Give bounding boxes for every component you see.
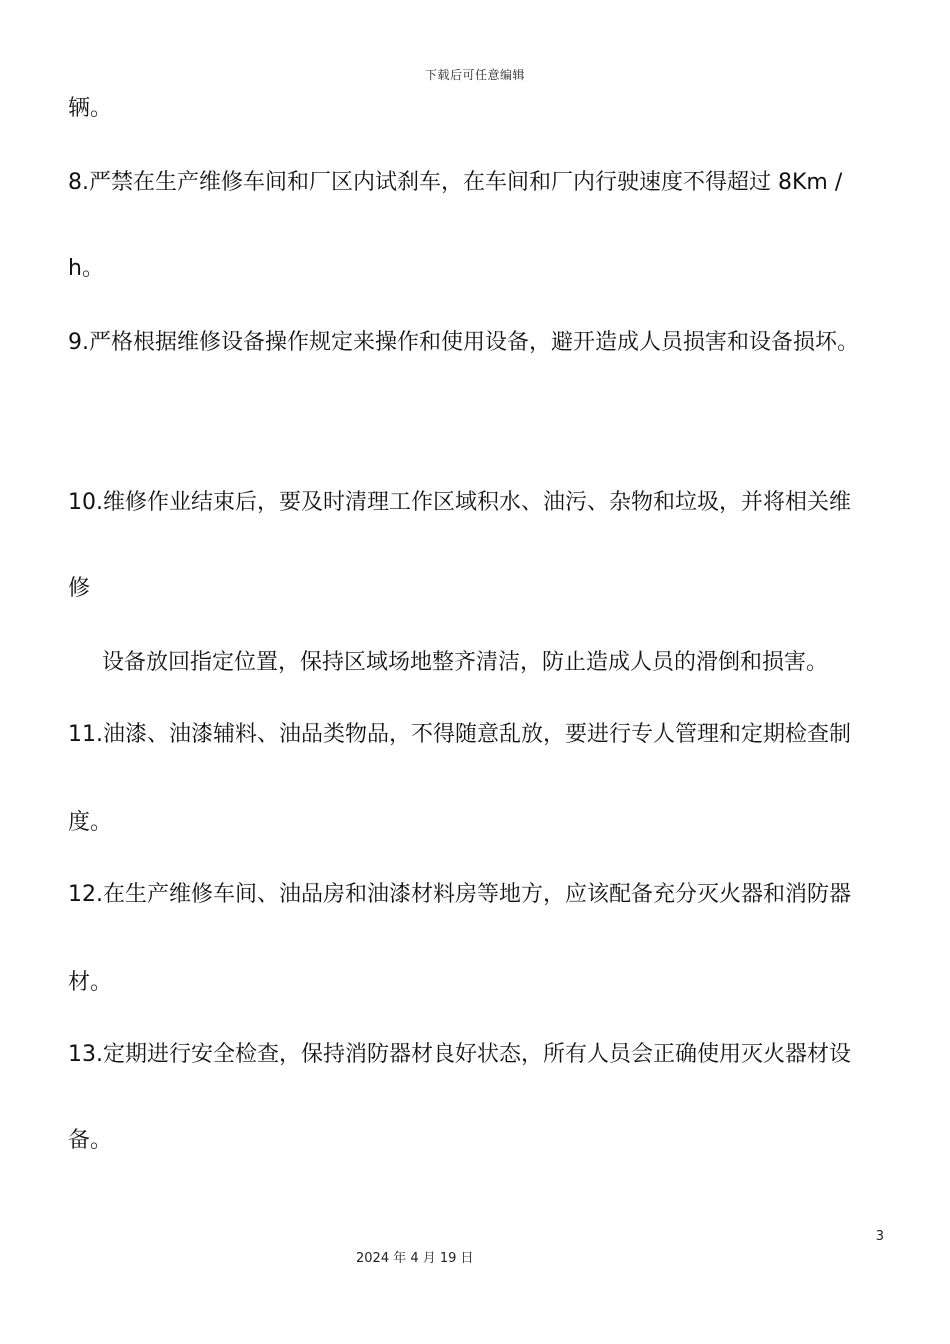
text-line-1: 辆。	[68, 96, 113, 121]
text-line-4: 9.严格根据维修设备操作规定来操作和使用设备，避开造成人员损害和设备损坏。	[68, 330, 859, 355]
text-line-7: 设备放回指定位置，保持区域场地整齐清洁，防止造成人员的滑倒和损害。	[102, 650, 829, 675]
text-line-12: 13.定期进行安全检查，保持消防器材良好状态，所有人员会正确使用灭火器材设	[68, 1042, 851, 1067]
text-line-10: 12.在生产维修车间、油品房和油漆材料房等地方，应该配备充分灭火器和消防器	[68, 882, 851, 907]
text-line-5: 10.维修作业结束后，要及时清理工作区域积水、油污、杂物和垃圾，并将相关维	[68, 490, 851, 515]
text-line-3: h。	[68, 256, 104, 281]
text-line-2: 8.严禁在生产维修车间和厂区内试刹车，在车间和厂内行驶速度不得超过 8Km /	[68, 170, 843, 195]
footer-date: 2024 年 4 月 19 日	[356, 1251, 474, 1266]
text-line-6: 修	[68, 576, 91, 601]
text-line-8: 11.油漆、油漆辅料、油品类物品，不得随意乱放，要进行专人管理和定期检查制	[68, 722, 851, 747]
page-header: 下载后可任意编辑	[424, 68, 525, 82]
text-line-9: 度。	[68, 810, 113, 835]
page-number: 3	[875, 1229, 884, 1244]
text-line-13: 备。	[68, 1128, 113, 1153]
text-line-11: 材。	[68, 970, 113, 995]
